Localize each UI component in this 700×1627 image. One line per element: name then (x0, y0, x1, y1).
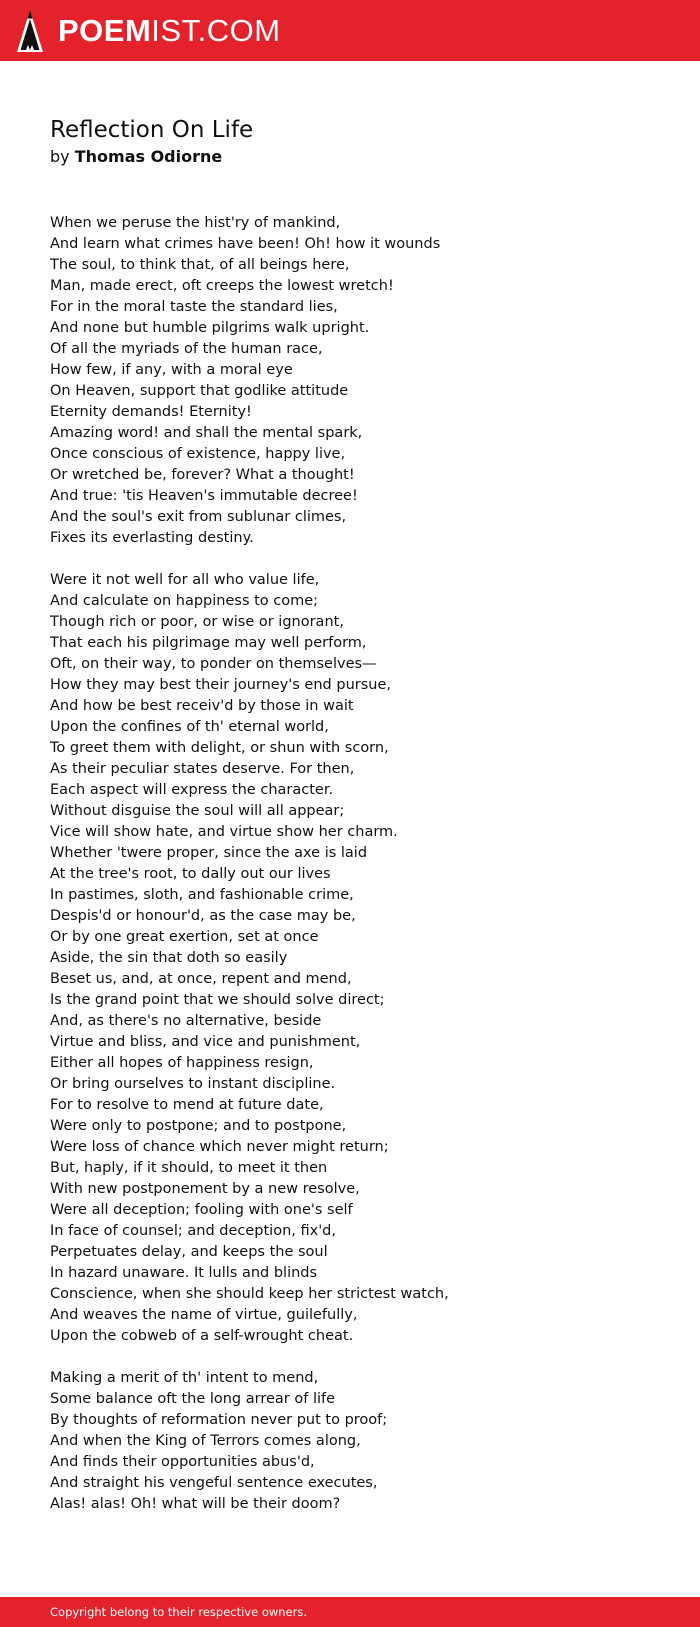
brand-light: IST.COM (151, 13, 281, 48)
site-footer (0, 1597, 700, 1627)
poem-line: Without disguise the soul will all appear; (50, 803, 345, 819)
poem-line: And how be best receiv'd by those in wait (50, 698, 354, 714)
brand-bold: POEM (58, 13, 152, 48)
poem-line: Once conscious of existence, happy live, (50, 446, 346, 462)
poem-line: And weaves the name of virtue, guilefully, (50, 1307, 358, 1323)
poem-line: How few, if any, with a moral eye (50, 362, 293, 378)
poem-line: The soul, to think that, of all beings here, (50, 257, 350, 273)
poem-line: And finds their opportunities abus'd, (50, 1454, 315, 1470)
poem-line: By thoughts of reformation never put to proof; (50, 1412, 388, 1428)
poem-line: To greet them with delight, or shun with scorn, (50, 740, 389, 756)
poem-line: And when the King of Terrors comes along, (50, 1433, 361, 1449)
poem-line: And calculate on happiness to come; (50, 593, 319, 609)
site-header (0, 0, 700, 61)
poem-stanza (50, 1368, 650, 1515)
poem-byline (50, 146, 650, 168)
poem-line: Or by one great exertion, set at once (50, 929, 319, 945)
poem-line: At the tree's root, to dally out our lives (50, 866, 331, 882)
site-logo-text (58, 8, 281, 54)
poem-line: In hazard unaware. It lulls and blinds (50, 1265, 318, 1281)
poem-body (50, 213, 650, 1515)
poem-line: Either all hopes of happiness resign, (50, 1055, 314, 1071)
poem-line: Despis'd or honour'd, as the case may be, (50, 908, 356, 924)
poem-line: Eternity demands! Eternity! (50, 404, 252, 420)
poem-line: Beset us, and, at once, repent and mend, (50, 971, 352, 987)
poem-line: Perpetuates delay, and keeps the soul (50, 1244, 328, 1260)
poem-line: Conscience, when she should keep her strictest watch, (50, 1286, 449, 1302)
poem-line: And the soul's exit from sublunar climes, (50, 509, 347, 525)
poem-content (50, 114, 650, 1515)
poem-title: Reflection On Life (50, 117, 254, 143)
poem-line: Upon the confines of th' eternal world, (50, 719, 329, 735)
poem-line: On Heaven, support that godlike attitude (50, 383, 349, 399)
poem-line: Were only to postpone; and to postpone, (50, 1118, 347, 1134)
poem-line: When we peruse the hist'ry of mankind, (50, 215, 341, 231)
copyright-notice: Copyright belong to their respective owners. (50, 1605, 308, 1619)
by-label: by (50, 147, 70, 166)
poem-line: Aside, the sin that doth so easily (50, 950, 288, 966)
poem-line: And, as there's no alternative, beside (50, 1013, 322, 1029)
poem-line: As their peculiar states deserve. For then, (50, 761, 355, 777)
poem-line: Making a merit of th' intent to mend, (50, 1370, 319, 1386)
poem-stanza (50, 570, 650, 1347)
poem-line: But, haply, if it should, to meet it then (50, 1160, 328, 1176)
pencil-icon (16, 9, 44, 53)
poem-line: Man, made erect, oft creeps the lowest wretch! (50, 278, 394, 294)
poem-line: For in the moral taste the standard lies, (50, 299, 338, 315)
poem-line: In pastimes, sloth, and fashionable crime, (50, 887, 354, 903)
poem-line: That each his pilgrimage may well perform, (50, 635, 367, 651)
poem-line: Upon the cobweb of a self-wrought cheat. (50, 1328, 354, 1344)
poem-line: With new postponement by a new resolve, (50, 1181, 360, 1197)
poem-line: And straight his vengeful sentence executes, (50, 1475, 378, 1491)
poem-author: Thomas Odiorne (74, 147, 223, 166)
poem-line: Fixes its everlasting destiny. (50, 530, 254, 546)
poem-line: Were it not well for all who value life, (50, 572, 320, 588)
poem-line: Whether 'twere proper, since the axe is laid (50, 845, 368, 861)
poem-line: For to resolve to mend at future date, (50, 1097, 324, 1113)
poem-line: Amazing word! and shall the mental spark, (50, 425, 363, 441)
poem-line: And learn what crimes have been! Oh! how it wounds (50, 236, 441, 252)
poem-line: Virtue and bliss, and vice and punishment, (50, 1034, 361, 1050)
poem-line: Or wretched be, forever? What a thought! (50, 467, 355, 483)
poem-line: Alas! alas! Oh! what will be their doom? (50, 1496, 341, 1512)
poem-line: Or bring ourselves to instant discipline. (50, 1076, 336, 1092)
poem-line: Of all the myriads of the human race, (50, 341, 323, 357)
poem-line: In face of counsel; and deception, fix'd, (50, 1223, 336, 1239)
poem-line: How they may best their journey's end pursue, (50, 677, 391, 693)
poem-line: Is the grand point that we should solve direct; (50, 992, 385, 1008)
poem-line: Some balance oft the long arrear of life (50, 1391, 336, 1407)
site-logo[interactable] (16, 8, 281, 54)
poem-line: And true: 'tis Heaven's immutable decree! (50, 488, 358, 504)
poem-line: Were all deception; fooling with one's self (50, 1202, 353, 1218)
poem-stanza (50, 213, 650, 549)
poem-line: Oft, on their way, to ponder on themselves— (50, 656, 377, 672)
poem-line: Though rich or poor, or wise or ignorant, (50, 614, 344, 630)
poem-line: And none but humble pilgrims walk upright. (50, 320, 370, 336)
poem-line: Were loss of chance which never might return; (50, 1139, 389, 1155)
poem-line: Each aspect will express the character. (50, 782, 334, 798)
poem-line: Vice will show hate, and virtue show her charm. (50, 824, 398, 840)
